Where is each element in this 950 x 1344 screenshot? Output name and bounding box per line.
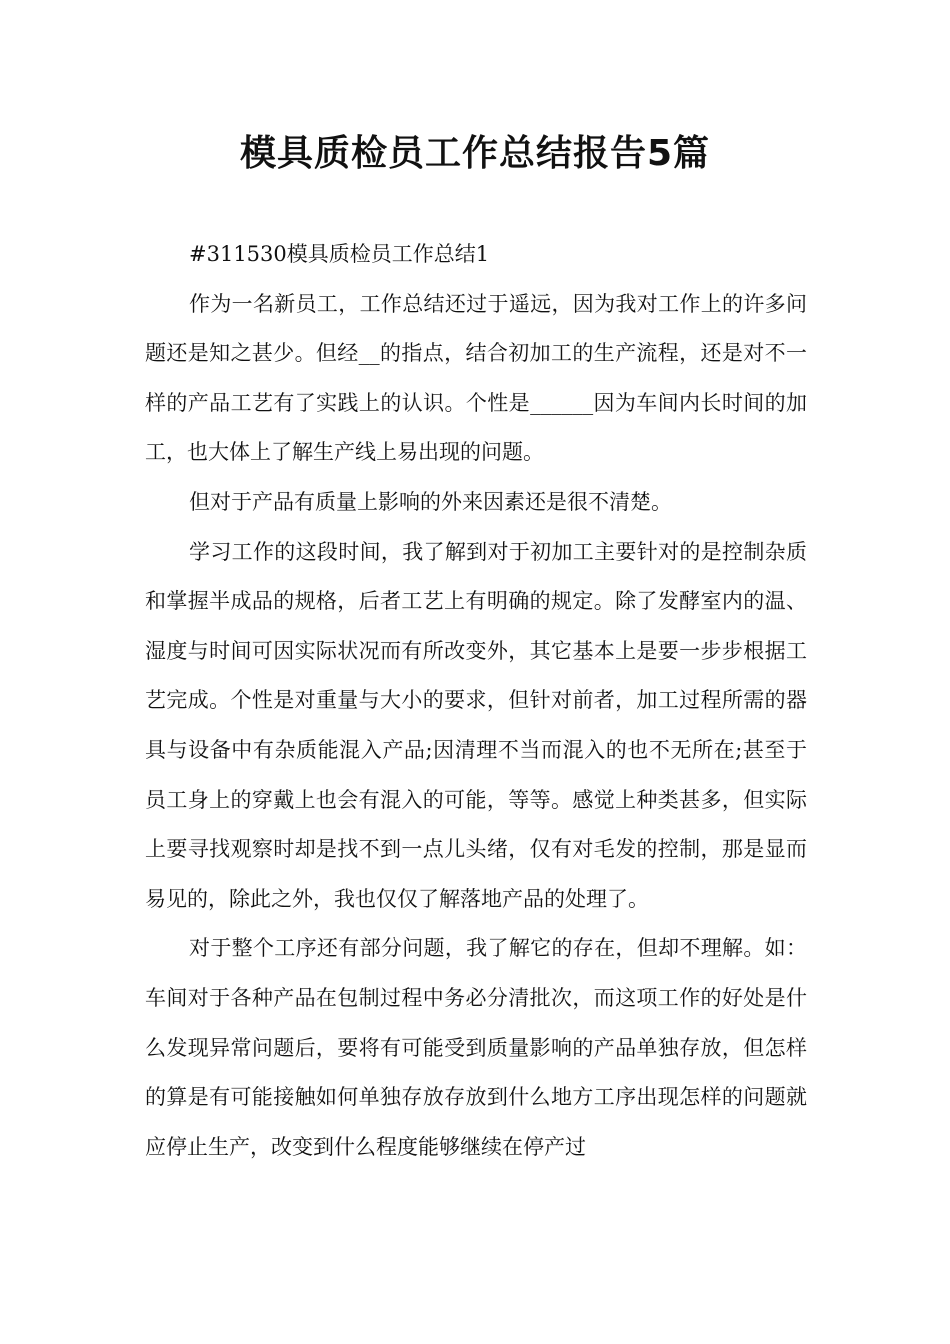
paragraph-3: 学习工作的这段时间，我了解到对于初加工主要针对的是控制杂质和掌握半成品的规格，后者工艺上有明确的规定。除了发酵室内的温、湿度与时间可因实际状况而有所改变外，其它基本上是要一步步根据工艺完成。个性是对重量与大小的要求，但针对前者，加工过程所需的器具与设备中有杂质能混入产品;因清理不当而混入的也不无所在;甚至于员工身上的穿戴上也会有混入的可能，等等。感觉上种类甚多，但实际上要寻找观察时却是找不到一点儿头绪，仅有对毛发的控制，那是显而易见的，除此之外，我也仅仅了解落地产品的处理了。 (145, 539, 807, 911)
section-heading: #311530模具质检员工作总结1 (189, 242, 490, 266)
paragraph-4: 对于整个工序还有部分问题，我了解它的存在，但却不理解。如：车间对于各种产品在包制过程中务必分清批次，而这项工作的好处是什么发现异常问题后，要将有可能受到质量影响的产品单独存放，但怎样的算是有可能接触如何单独存放存放到什么地方工序出现怎样的问题就应停止生产，改变到什么程度能够继续在停产过 (145, 936, 807, 1159)
paragraph-1: 作为一名新员工，工作总结还过于遥远，因为我对工作上的许多问题还是知之甚少。但经__的指点，结合初加工的生产流程，还是对不一样的产品工艺有了实践上的认识。个性是______因为车间内长时间的加工，也大体上了解生产线上易出现的问题。 (145, 291, 807, 465)
document-title: 模具质检员工作总结报告5篇 (239, 133, 711, 174)
document-body (145, 230, 807, 1172)
paragraph-2: 但对于产品有质量上影响的外来因素还是很不清楚。 (189, 489, 672, 514)
